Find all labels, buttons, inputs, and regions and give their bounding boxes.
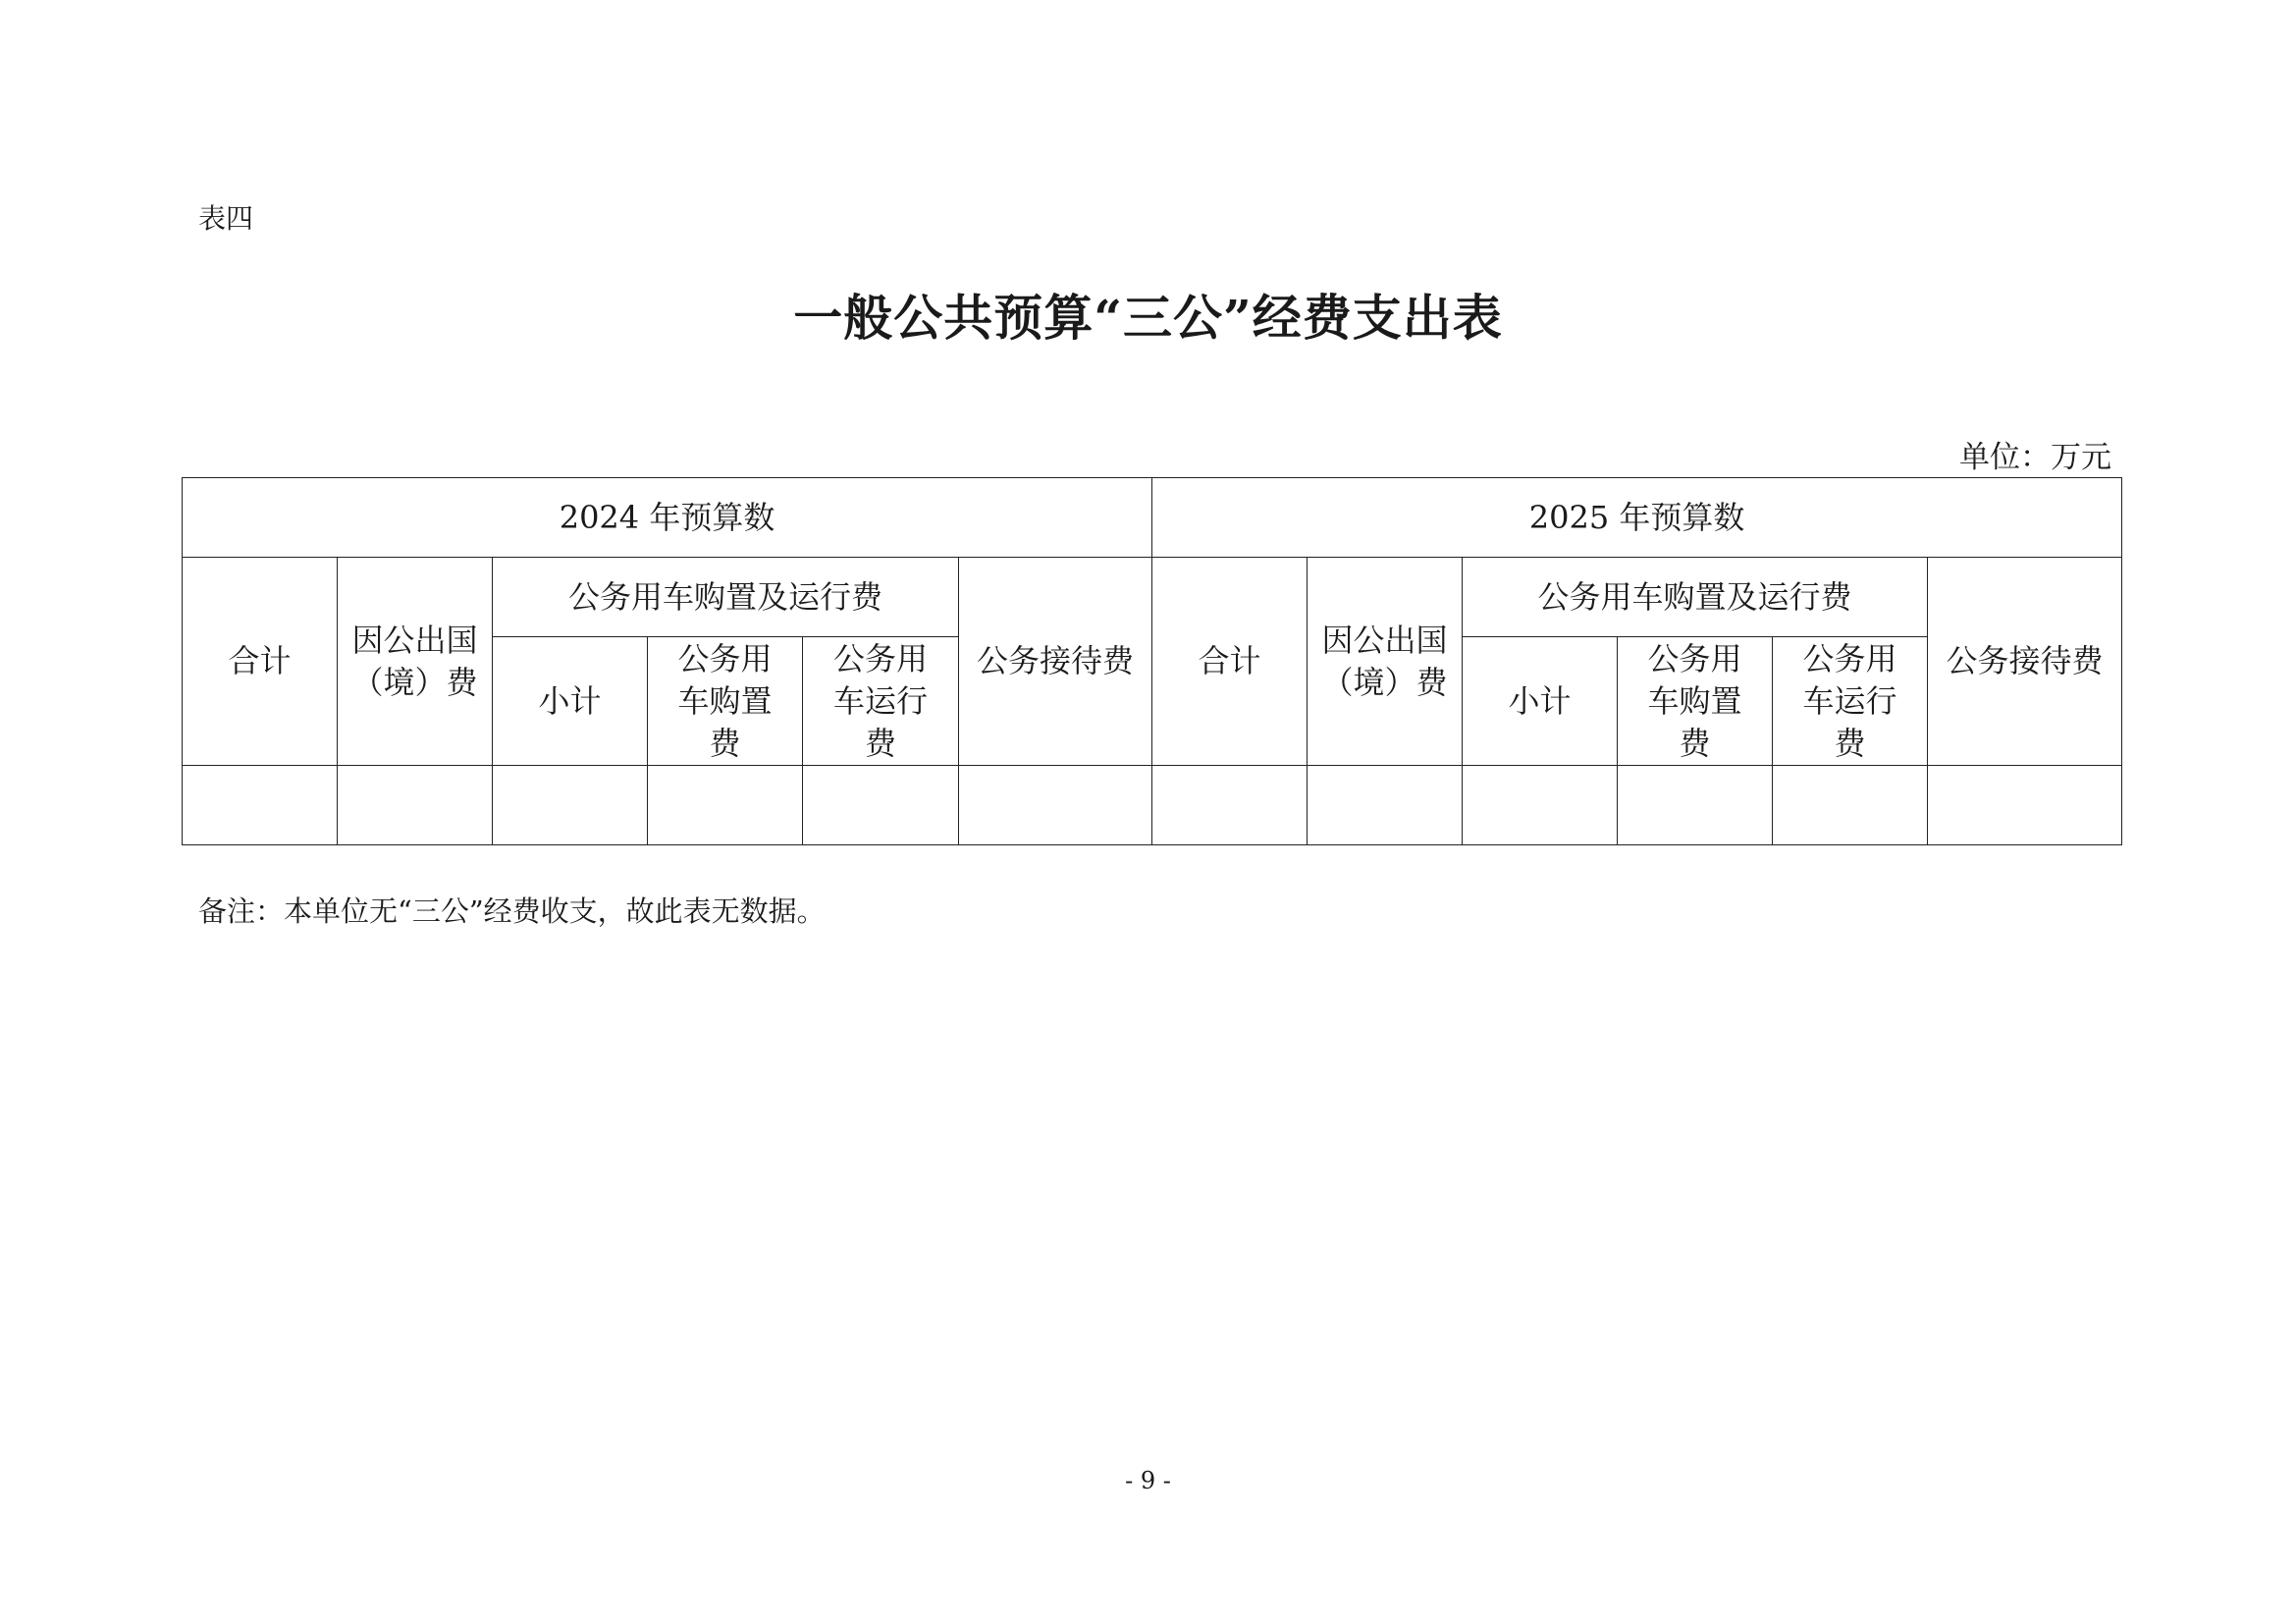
col-vehicle-operation-2025-label: 公务用车运行费 [1802,639,1897,762]
table-cell [1773,766,1928,845]
year-header-2025-label: 2025 年预算数 [1528,498,1745,536]
col-vehicle-group-2025 [1463,558,1928,637]
col-outbound-2025-label: 因公出国（境）费 [1321,621,1448,701]
year-header-2024-label: 2024 年预算数 [559,498,775,536]
col-subtotal-2025-label: 小计 [1508,681,1572,720]
unit-label: 单位：万元 [1959,440,2111,475]
col-total-2025-label: 合计 [1198,642,1261,679]
col-subtotal-2024-label: 小计 [538,681,602,720]
col-vehicle-group-2024-label: 公务用车购置及运行费 [567,577,882,616]
table-cell [493,766,648,845]
col-vehicle-operation-2024 [803,637,959,766]
col-total-2025 [1152,558,1308,766]
col-vehicle-purchase-2024-label: 公务用车购置费 [677,639,773,762]
document-title: 一般公共预算“三公”经费支出表 [793,289,1503,347]
table-label: 表四 [198,202,254,235]
col-subtotal-2024 [493,637,648,766]
table-row [183,766,2122,845]
table-cell [959,766,1152,845]
col-vehicle-group-2024 [493,558,959,637]
col-reception-2025 [1928,558,2122,766]
col-total-2024 [183,558,338,766]
col-reception-2025-label: 公务接待费 [1946,642,2104,679]
table-cell [183,766,338,845]
table-cell [1308,766,1463,845]
col-outbound-2024-label: 因公出国（境）费 [351,621,478,701]
page-number: - 9 - [1125,1467,1171,1494]
col-reception-2024 [959,558,1152,766]
footnote: 备注：本单位无“三公”经费收支，故此表无数据。 [198,894,826,928]
col-total-2024-label: 合计 [228,642,292,679]
table-cell [1463,766,1618,845]
table-cell [1152,766,1308,845]
three-public-expenses-table [182,477,2122,845]
col-subtotal-2025 [1463,637,1618,766]
year-header-2025 [1152,478,2122,558]
col-vehicle-purchase-2025-label: 公务用车购置费 [1647,639,1742,762]
col-vehicle-operation-2025 [1773,637,1928,766]
table-cell [338,766,493,845]
col-vehicle-purchase-2024 [648,637,803,766]
col-vehicle-purchase-2025 [1618,637,1773,766]
year-header-row [183,478,2122,558]
col-vehicle-operation-2024-label: 公务用车运行费 [832,639,928,762]
col-outbound-2025 [1308,558,1463,766]
table-cell [803,766,959,845]
year-header-2024 [183,478,1152,558]
table-cell [1928,766,2122,845]
col-reception-2024-label: 公务接待费 [977,642,1135,679]
table-cell [648,766,803,845]
table-cell [1618,766,1773,845]
column-group-row [183,558,2122,637]
col-outbound-2024 [338,558,493,766]
col-vehicle-group-2025-label: 公务用车购置及运行费 [1537,577,1852,616]
